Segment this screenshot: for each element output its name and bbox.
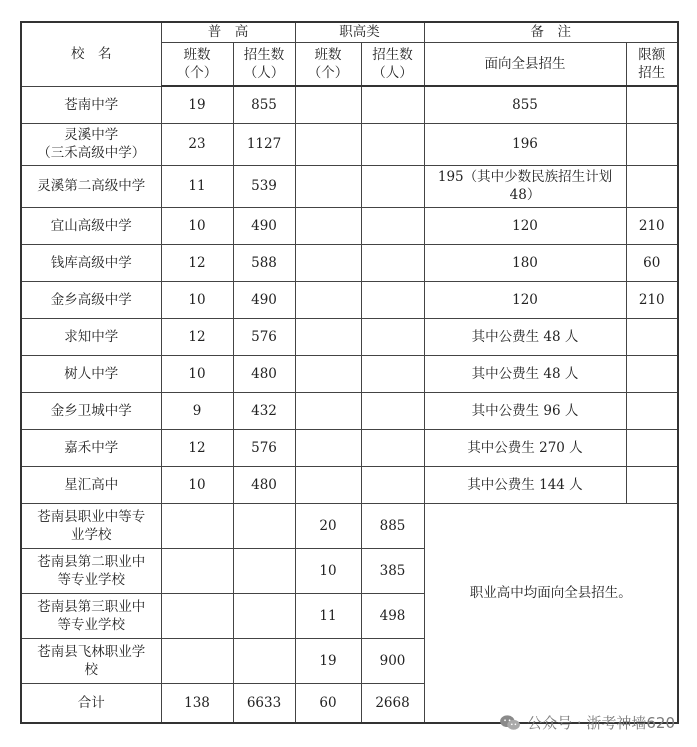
remark-cell: 180 <box>424 244 626 281</box>
pg-enroll-cell <box>233 503 295 548</box>
school-name-cell: 钱库高级中学 <box>21 244 161 281</box>
quota-cell <box>626 429 678 466</box>
pg-enroll-cell <box>233 638 295 683</box>
zg-enroll-cell <box>361 86 424 123</box>
school-name-cell: 苍南中学 <box>21 86 161 123</box>
pg-classes-cell <box>161 503 233 548</box>
table-row <box>21 466 678 503</box>
pg-enroll-cell: 480 <box>233 355 295 392</box>
zg-classes-cell <box>295 392 361 429</box>
pg-classes-cell: 10 <box>161 281 233 318</box>
zg-classes-cell: 19 <box>295 638 361 683</box>
zg-enroll-cell: 498 <box>361 593 424 638</box>
header-pg-classes: 班数 （个） <box>161 42 233 86</box>
remark-cell: 196 <box>424 123 626 165</box>
pg-classes-cell: 10 <box>161 355 233 392</box>
table-row <box>21 355 678 392</box>
pg-enroll-cell: 855 <box>233 86 295 123</box>
school-name-cell: 树人中学 <box>21 355 161 392</box>
remark-cell: 其中公费生 96 人 <box>424 392 626 429</box>
pg-enroll-cell: 1127 <box>233 123 295 165</box>
pg-enroll-cell: 480 <box>233 466 295 503</box>
quota-cell <box>626 123 678 165</box>
school-name-cell: 灵溪中学 （三禾高级中学） <box>21 123 161 165</box>
school-name-cell: 嘉禾中学 <box>21 429 161 466</box>
table-row <box>21 281 678 318</box>
enrollment-table <box>20 21 679 724</box>
header-county-wide: 面向全县招生 <box>424 42 626 86</box>
pg-classes-cell: 23 <box>161 123 233 165</box>
school-name-cell: 苍南县职业中等专 业学校 <box>21 503 161 548</box>
school-name-cell: 灵溪第二高级中学 <box>21 165 161 207</box>
zg-enroll-cell <box>361 466 424 503</box>
total-pg-enroll-cell: 6633 <box>233 683 295 723</box>
total-label-cell: 合计 <box>21 683 161 723</box>
total-zg-enroll-cell: 2668 <box>361 683 424 723</box>
pg-enroll-cell: 588 <box>233 244 295 281</box>
zg-classes-cell <box>295 429 361 466</box>
wechat-icon <box>499 714 521 732</box>
zg-enroll-cell: 885 <box>361 503 424 548</box>
pg-enroll-cell <box>233 593 295 638</box>
watermark-text: 公众号 · 浙考神墙620 <box>527 714 675 732</box>
zg-classes-cell <box>295 86 361 123</box>
school-name-cell: 金乡高级中学 <box>21 281 161 318</box>
zg-enroll-cell <box>361 123 424 165</box>
header-school-name: 校 名 <box>21 22 161 86</box>
remark-cell: 其中公费生 48 人 <box>424 318 626 355</box>
zg-classes-cell <box>295 281 361 318</box>
remark-cell: 其中公费生 48 人 <box>424 355 626 392</box>
pg-classes-cell <box>161 638 233 683</box>
zg-enroll-cell <box>361 355 424 392</box>
zg-classes-cell <box>295 207 361 244</box>
quota-cell <box>626 466 678 503</box>
remark-cell: 其中公费生 270 人 <box>424 429 626 466</box>
header-zhigao-group: 职高类 <box>295 22 424 42</box>
pg-classes-cell: 12 <box>161 429 233 466</box>
header-zg-enroll: 招生数 （人） <box>361 42 424 86</box>
zg-classes-cell <box>295 355 361 392</box>
zg-enroll-cell: 385 <box>361 548 424 593</box>
zg-enroll-cell <box>361 165 424 207</box>
remark-cell: 195（其中少数民族招生计划 48） <box>424 165 626 207</box>
vocational-remark-cell: 职业高中均面向全县招生。 <box>424 503 678 723</box>
zg-classes-cell <box>295 318 361 355</box>
school-name-cell: 苍南县第二职业中 等专业学校 <box>21 548 161 593</box>
zg-enroll-cell <box>361 281 424 318</box>
table-row <box>21 392 678 429</box>
quota-cell: 210 <box>626 281 678 318</box>
quota-cell <box>626 318 678 355</box>
table-row <box>21 165 678 207</box>
zg-classes-cell: 10 <box>295 548 361 593</box>
zg-classes-cell <box>295 123 361 165</box>
table-row <box>21 207 678 244</box>
school-name-cell: 苍南县飞林职业学 校 <box>21 638 161 683</box>
pg-classes-cell: 10 <box>161 466 233 503</box>
remark-cell: 855 <box>424 86 626 123</box>
school-name-cell: 宜山高级中学 <box>21 207 161 244</box>
pg-classes-cell: 11 <box>161 165 233 207</box>
pg-enroll-cell: 539 <box>233 165 295 207</box>
school-name-cell: 星汇高中 <box>21 466 161 503</box>
pg-classes-cell: 9 <box>161 392 233 429</box>
pg-enroll-cell: 432 <box>233 392 295 429</box>
zg-classes-cell <box>295 165 361 207</box>
header-zg-classes: 班数 （个） <box>295 42 361 86</box>
header-quota: 限额 招生 <box>626 42 678 86</box>
pg-enroll-cell: 576 <box>233 429 295 466</box>
table-row <box>21 244 678 281</box>
table-row <box>21 318 678 355</box>
pg-classes-cell: 19 <box>161 86 233 123</box>
zg-enroll-cell <box>361 429 424 466</box>
remark-cell: 120 <box>424 281 626 318</box>
total-zg-classes-cell: 60 <box>295 683 361 723</box>
pg-classes-cell: 10 <box>161 207 233 244</box>
header-putong-group: 普 高 <box>161 22 295 42</box>
header-pg-enroll: 招生数 （人） <box>233 42 295 86</box>
pg-classes-cell <box>161 593 233 638</box>
table-row <box>21 123 678 165</box>
pg-enroll-cell: 576 <box>233 318 295 355</box>
pg-classes-cell: 12 <box>161 318 233 355</box>
zg-enroll-cell <box>361 392 424 429</box>
zg-enroll-cell <box>361 207 424 244</box>
quota-cell: 210 <box>626 207 678 244</box>
zg-classes-cell: 20 <box>295 503 361 548</box>
pg-enroll-cell: 490 <box>233 207 295 244</box>
pg-enroll-cell <box>233 548 295 593</box>
quota-cell <box>626 165 678 207</box>
table-row <box>21 429 678 466</box>
remark-cell: 120 <box>424 207 626 244</box>
zg-classes-cell <box>295 466 361 503</box>
zg-enroll-cell <box>361 244 424 281</box>
pg-classes-cell: 12 <box>161 244 233 281</box>
quota-cell: 60 <box>626 244 678 281</box>
zg-classes-cell: 11 <box>295 593 361 638</box>
zg-enroll-cell <box>361 318 424 355</box>
zg-classes-cell <box>295 244 361 281</box>
pg-classes-cell <box>161 548 233 593</box>
table-row <box>21 503 678 548</box>
school-name-cell: 求知中学 <box>21 318 161 355</box>
school-name-cell: 苍南县第三职业中 等专业学校 <box>21 593 161 638</box>
watermark <box>499 712 675 733</box>
pg-enroll-cell: 490 <box>233 281 295 318</box>
table-row <box>21 86 678 123</box>
quota-cell <box>626 86 678 123</box>
quota-cell <box>626 392 678 429</box>
school-name-cell: 金乡卫城中学 <box>21 392 161 429</box>
zg-enroll-cell: 900 <box>361 638 424 683</box>
total-pg-classes-cell: 138 <box>161 683 233 723</box>
quota-cell <box>626 355 678 392</box>
remark-cell: 其中公费生 144 人 <box>424 466 626 503</box>
header-remarks-group: 备 注 <box>424 22 678 42</box>
